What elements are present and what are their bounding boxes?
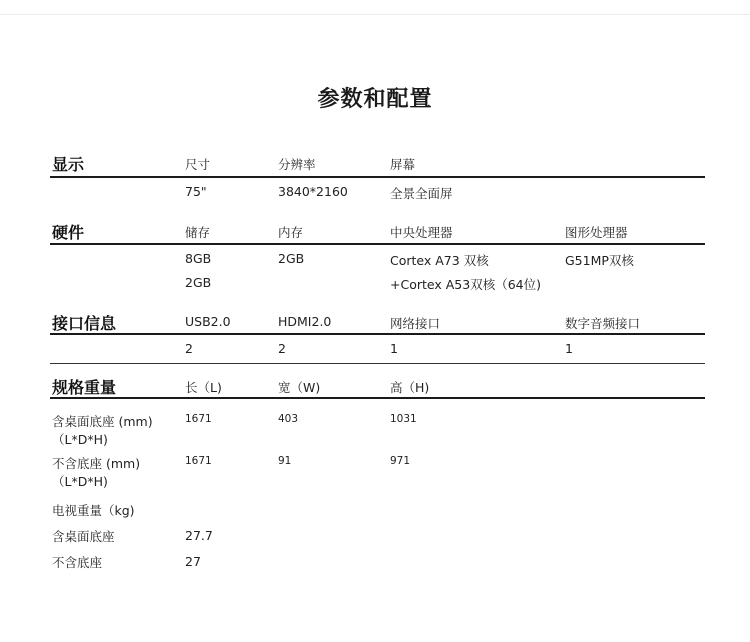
top-divider [0, 14, 750, 15]
hardware-header-storage: 储存 [185, 225, 211, 240]
hardware-value-storage-1: 8GB [185, 251, 212, 266]
with-stand-dim-label-line1: 含桌面底座 (mm) [52, 414, 153, 429]
without-stand-dim-label [52, 455, 140, 491]
hardware-value-cpu-2: +Cortex A53双核（64位) [390, 277, 541, 292]
weight-with-stand-value: 27.7 [185, 528, 213, 543]
with-stand-dim-label [52, 413, 153, 449]
ports-value-audio: 1 [565, 341, 573, 356]
ports-rule [50, 333, 705, 335]
specs-header-length: 长（L) [185, 380, 222, 395]
ports-bottom-rule [50, 363, 705, 364]
ports-header-hdmi: HDMI2.0 [278, 314, 332, 329]
section-title-specs: 规格重量 [52, 378, 117, 397]
display-header-resolution: 分辨率 [278, 157, 316, 172]
without-stand-height: 971 [390, 455, 411, 467]
specs-header-height: 高（H) [390, 380, 430, 395]
without-stand-width: 91 [278, 455, 292, 467]
without-stand-dim-label-line1: 不含底座 (mm) [52, 456, 141, 471]
hardware-header-memory: 内存 [278, 225, 304, 240]
display-header-size: 尺寸 [185, 157, 211, 172]
section-title-ports: 接口信息 [52, 314, 117, 333]
ports-header-network: 网络接口 [390, 316, 441, 331]
with-stand-dim-label-line2: （L*D*H) [52, 432, 108, 447]
specs-rule [50, 397, 705, 399]
weight-with-stand-label: 含桌面底座 [52, 529, 115, 544]
hardware-header-gpu: 图形处理器 [565, 225, 628, 240]
weight-without-stand-label: 不含底座 [52, 555, 103, 570]
display-value-size: 75" [185, 184, 207, 199]
weight-label: 电视重量（kg) [52, 503, 135, 518]
hardware-value-storage-2: 2GB [185, 275, 212, 290]
without-stand-length: 1671 [185, 455, 212, 467]
section-title-display: 显示 [52, 155, 85, 174]
display-value-resolution: 3840*2160 [278, 184, 348, 199]
without-stand-dim-label-line2: （L*D*H) [52, 474, 108, 489]
display-value-screen: 全景全面屏 [390, 186, 453, 201]
display-header-screen: 屏幕 [390, 157, 416, 172]
with-stand-height: 1031 [390, 413, 417, 425]
hardware-value-cpu-1: Cortex A73 双核 [390, 253, 489, 268]
specs-header-width: 宽（W) [278, 380, 321, 395]
ports-header-usb: USB2.0 [185, 314, 231, 329]
hardware-header-cpu: 中央处理器 [390, 225, 453, 240]
page-title: 参数和配置 [317, 87, 433, 112]
display-rule [50, 176, 705, 178]
ports-value-hdmi: 2 [278, 341, 286, 356]
section-title-hardware: 硬件 [52, 223, 85, 242]
weight-without-stand-value: 27 [185, 554, 201, 569]
with-stand-length: 1671 [185, 413, 212, 425]
ports-value-usb: 2 [185, 341, 193, 356]
ports-header-audio: 数字音频接口 [565, 316, 641, 331]
hardware-value-gpu: G51MP双核 [565, 253, 634, 268]
with-stand-width: 403 [278, 413, 299, 425]
hardware-rule [50, 243, 705, 245]
hardware-value-memory: 2GB [278, 251, 305, 266]
ports-value-network: 1 [390, 341, 398, 356]
